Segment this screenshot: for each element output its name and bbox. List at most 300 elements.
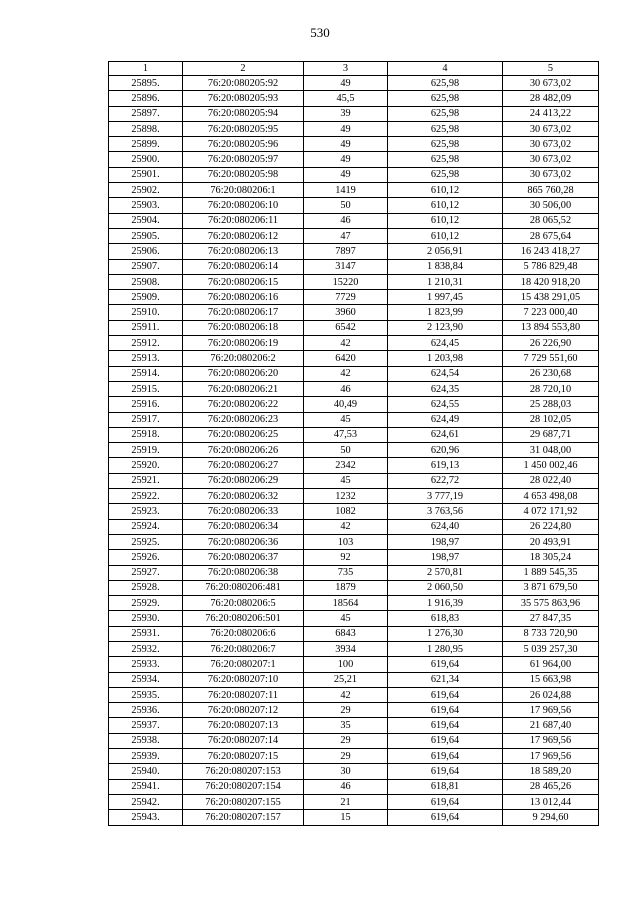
row-number-cell: 25900.	[109, 152, 183, 167]
area-cell: 49	[304, 152, 388, 167]
rate-cell: 624,40	[388, 519, 503, 534]
cadastral-number-cell: 76:20:080205:98	[183, 167, 304, 182]
cadastral-number-cell: 76:20:080207:154	[183, 779, 304, 794]
area-cell: 42	[304, 519, 388, 534]
value-cell: 30 673,02	[503, 121, 599, 136]
table-row	[109, 703, 599, 718]
value-cell: 4 653 498,08	[503, 489, 599, 504]
cadastral-number-cell: 76:20:080206:18	[183, 320, 304, 335]
rate-cell: 625,98	[388, 167, 503, 182]
area-cell: 50	[304, 443, 388, 458]
area-cell: 15220	[304, 274, 388, 289]
value-cell: 28 022,40	[503, 473, 599, 488]
row-number-cell: 25903.	[109, 198, 183, 213]
value-cell: 4 072 171,92	[503, 504, 599, 519]
table-row	[109, 91, 599, 106]
cadastral-number-cell: 76:20:080207:12	[183, 703, 304, 718]
rate-cell: 624,49	[388, 412, 503, 427]
value-cell: 13 012,44	[503, 794, 599, 809]
row-number-cell: 25906.	[109, 244, 183, 259]
table-row	[109, 366, 599, 381]
table-row	[109, 611, 599, 626]
table-row	[109, 687, 599, 702]
area-cell: 6542	[304, 320, 388, 335]
row-number-cell: 25920.	[109, 458, 183, 473]
value-cell: 17 969,56	[503, 703, 599, 718]
table-header-row	[109, 62, 599, 76]
cadastral-number-cell: 76:20:080207:15	[183, 749, 304, 764]
area-cell: 49	[304, 121, 388, 136]
cadastral-number-cell: 76:20:080206:16	[183, 290, 304, 305]
table-row	[109, 718, 599, 733]
area-cell: 3147	[304, 259, 388, 274]
cadastral-number-cell: 76:20:080207:13	[183, 718, 304, 733]
row-number-cell: 25929.	[109, 596, 183, 611]
rate-cell: 625,98	[388, 152, 503, 167]
value-cell: 15 438 291,05	[503, 290, 599, 305]
row-number-cell: 25898.	[109, 121, 183, 136]
area-cell: 1232	[304, 489, 388, 504]
rate-cell: 1 210,31	[388, 274, 503, 289]
table-row	[109, 183, 599, 198]
table-row	[109, 596, 599, 611]
row-number-cell: 25936.	[109, 703, 183, 718]
area-cell: 6420	[304, 351, 388, 366]
rate-cell: 1 276,30	[388, 626, 503, 641]
row-number-cell: 25909.	[109, 290, 183, 305]
row-number-cell: 25907.	[109, 259, 183, 274]
cadastral-number-cell: 76:20:080206:7	[183, 641, 304, 656]
value-cell: 30 673,02	[503, 76, 599, 91]
table-body	[109, 62, 599, 826]
area-cell: 46	[304, 779, 388, 794]
cadastral-number-cell: 76:20:080206:10	[183, 198, 304, 213]
area-cell: 735	[304, 565, 388, 580]
cadastral-number-cell: 76:20:080206:501	[183, 611, 304, 626]
area-cell: 40,49	[304, 397, 388, 412]
row-number-cell: 25902.	[109, 183, 183, 198]
value-cell: 1 450 002,46	[503, 458, 599, 473]
cadastral-number-cell: 76:20:080206:25	[183, 427, 304, 442]
row-number-cell: 25923.	[109, 504, 183, 519]
value-cell: 5 039 257,30	[503, 641, 599, 656]
row-number-cell: 25928.	[109, 580, 183, 595]
row-number-cell: 25927.	[109, 565, 183, 580]
rate-cell: 1 997,45	[388, 290, 503, 305]
row-number-cell: 25937.	[109, 718, 183, 733]
rate-cell: 624,61	[388, 427, 503, 442]
cadastral-number-cell: 76:20:080206:19	[183, 336, 304, 351]
area-cell: 49	[304, 167, 388, 182]
cadastral-number-cell: 76:20:080206:22	[183, 397, 304, 412]
value-cell: 865 760,28	[503, 183, 599, 198]
cadastral-number-cell: 76:20:080207:14	[183, 733, 304, 748]
row-number-cell: 25941.	[109, 779, 183, 794]
cadastral-number-cell: 76:20:080206:23	[183, 412, 304, 427]
cadastral-number-cell: 76:20:080206:17	[183, 305, 304, 320]
value-cell: 8 733 720,90	[503, 626, 599, 641]
area-cell: 7729	[304, 290, 388, 305]
cadastral-number-cell: 76:20:080206:15	[183, 274, 304, 289]
rate-cell: 624,35	[388, 381, 503, 396]
rate-cell: 625,98	[388, 137, 503, 152]
table-row	[109, 427, 599, 442]
cadastral-number-cell: 76:20:080206:20	[183, 366, 304, 381]
rate-cell: 3 777,19	[388, 489, 503, 504]
row-number-cell: 25930.	[109, 611, 183, 626]
value-cell: 31 048,00	[503, 443, 599, 458]
value-cell: 15 663,98	[503, 672, 599, 687]
table-row	[109, 764, 599, 779]
table-row	[109, 534, 599, 549]
row-number-cell: 25939.	[109, 749, 183, 764]
row-number-cell: 25915.	[109, 381, 183, 396]
table-row	[109, 228, 599, 243]
value-cell: 27 847,35	[503, 611, 599, 626]
rate-cell: 624,45	[388, 336, 503, 351]
table-row	[109, 565, 599, 580]
row-number-cell: 25938.	[109, 733, 183, 748]
area-cell: 25,21	[304, 672, 388, 687]
rate-cell: 624,54	[388, 366, 503, 381]
rate-cell: 619,64	[388, 657, 503, 672]
value-cell: 17 969,56	[503, 733, 599, 748]
cadastral-number-cell: 76:20:080205:96	[183, 137, 304, 152]
value-cell: 35 575 863,96	[503, 596, 599, 611]
value-cell: 26 230,68	[503, 366, 599, 381]
cadastral-number-cell: 76:20:080206:32	[183, 489, 304, 504]
value-cell: 28 065,52	[503, 213, 599, 228]
column-header: 5	[503, 62, 599, 76]
cadastral-number-cell: 76:20:080206:12	[183, 228, 304, 243]
row-number-cell: 25901.	[109, 167, 183, 182]
area-cell: 49	[304, 137, 388, 152]
row-number-cell: 25917.	[109, 412, 183, 427]
rate-cell: 619,64	[388, 794, 503, 809]
table-row	[109, 412, 599, 427]
table-row	[109, 489, 599, 504]
rate-cell: 198,97	[388, 534, 503, 549]
value-cell: 24 413,22	[503, 106, 599, 121]
cadastral-number-cell: 76:20:080207:157	[183, 810, 304, 825]
area-cell: 1082	[304, 504, 388, 519]
table-row	[109, 76, 599, 91]
area-cell: 92	[304, 550, 388, 565]
area-cell: 45	[304, 412, 388, 427]
area-cell: 42	[304, 366, 388, 381]
cadastral-number-cell: 76:20:080206:21	[183, 381, 304, 396]
table-row	[109, 749, 599, 764]
row-number-cell: 25921.	[109, 473, 183, 488]
rate-cell: 622,72	[388, 473, 503, 488]
value-cell: 16 243 418,27	[503, 244, 599, 259]
column-header: 2	[183, 62, 304, 76]
rate-cell: 1 916,39	[388, 596, 503, 611]
area-cell: 45,5	[304, 91, 388, 106]
row-number-cell: 25924.	[109, 519, 183, 534]
row-number-cell: 25918.	[109, 427, 183, 442]
page-number: 530	[310, 25, 330, 40]
area-cell: 1419	[304, 183, 388, 198]
rate-cell: 618,81	[388, 779, 503, 794]
rate-cell: 2 123,90	[388, 320, 503, 335]
value-cell: 7 223 000,40	[503, 305, 599, 320]
row-number-cell: 25911.	[109, 320, 183, 335]
table-row	[109, 336, 599, 351]
area-cell: 7897	[304, 244, 388, 259]
rate-cell: 610,12	[388, 198, 503, 213]
area-cell: 45	[304, 473, 388, 488]
row-number-cell: 25931.	[109, 626, 183, 641]
rate-cell: 619,64	[388, 733, 503, 748]
area-cell: 39	[304, 106, 388, 121]
cadastral-number-cell: 76:20:080206:1	[183, 183, 304, 198]
row-number-cell: 25934.	[109, 672, 183, 687]
table-row	[109, 810, 599, 825]
row-number-cell: 25932.	[109, 641, 183, 656]
area-cell: 29	[304, 703, 388, 718]
table-row	[109, 137, 599, 152]
table-row	[109, 657, 599, 672]
cadastral-number-cell: 76:20:080206:11	[183, 213, 304, 228]
cadastral-number-cell: 76:20:080206:26	[183, 443, 304, 458]
rate-cell: 619,64	[388, 687, 503, 702]
cadastral-number-cell: 76:20:080206:29	[183, 473, 304, 488]
rate-cell: 618,83	[388, 611, 503, 626]
column-header: 3	[304, 62, 388, 76]
table-row	[109, 443, 599, 458]
cadastral-number-cell: 76:20:080205:92	[183, 76, 304, 91]
cadastral-number-cell: 76:20:080205:94	[183, 106, 304, 121]
value-cell: 26 226,90	[503, 336, 599, 351]
value-cell: 18 420 918,20	[503, 274, 599, 289]
row-number-cell: 25899.	[109, 137, 183, 152]
table-row	[109, 626, 599, 641]
table-row	[109, 244, 599, 259]
row-number-cell: 25940.	[109, 764, 183, 779]
cadastral-number-cell: 76:20:080206:38	[183, 565, 304, 580]
value-cell: 18 305,24	[503, 550, 599, 565]
area-cell: 1879	[304, 580, 388, 595]
value-cell: 30 673,02	[503, 137, 599, 152]
value-cell: 25 288,03	[503, 397, 599, 412]
row-number-cell: 25904.	[109, 213, 183, 228]
cadastral-number-cell: 76:20:080205:93	[183, 91, 304, 106]
row-number-cell: 25922.	[109, 489, 183, 504]
cadastral-number-cell: 76:20:080206:481	[183, 580, 304, 595]
table-row	[109, 794, 599, 809]
rate-cell: 625,98	[388, 106, 503, 121]
value-cell: 61 964,00	[503, 657, 599, 672]
value-cell: 5 786 829,48	[503, 259, 599, 274]
rate-cell: 610,12	[388, 183, 503, 198]
rate-cell: 1 838,84	[388, 259, 503, 274]
rate-cell: 619,64	[388, 764, 503, 779]
row-number-cell: 25908.	[109, 274, 183, 289]
value-cell: 26 024,88	[503, 687, 599, 702]
value-cell: 26 224,80	[503, 519, 599, 534]
cadastral-number-cell: 76:20:080206:13	[183, 244, 304, 259]
value-cell: 28 482,09	[503, 91, 599, 106]
cadastral-number-cell: 76:20:080206:6	[183, 626, 304, 641]
value-cell: 1 889 545,35	[503, 565, 599, 580]
area-cell: 42	[304, 336, 388, 351]
cadastral-number-cell: 76:20:080207:155	[183, 794, 304, 809]
area-cell: 2342	[304, 458, 388, 473]
cadastral-number-cell: 76:20:080205:97	[183, 152, 304, 167]
table-row	[109, 106, 599, 121]
value-cell: 20 493,91	[503, 534, 599, 549]
table-row	[109, 274, 599, 289]
value-cell: 30 673,02	[503, 152, 599, 167]
value-cell: 28 102,05	[503, 412, 599, 427]
rate-cell: 625,98	[388, 91, 503, 106]
table-row	[109, 473, 599, 488]
table-row	[109, 290, 599, 305]
value-cell: 18 589,20	[503, 764, 599, 779]
area-cell: 100	[304, 657, 388, 672]
rate-cell: 610,12	[388, 213, 503, 228]
row-number-cell: 25935.	[109, 687, 183, 702]
area-cell: 103	[304, 534, 388, 549]
column-header: 4	[388, 62, 503, 76]
table-row	[109, 550, 599, 565]
rate-cell: 625,98	[388, 76, 503, 91]
row-number-cell: 25896.	[109, 91, 183, 106]
cadastral-number-cell: 76:20:080206:2	[183, 351, 304, 366]
area-cell: 45	[304, 611, 388, 626]
row-number-cell: 25905.	[109, 228, 183, 243]
area-cell: 15	[304, 810, 388, 825]
table-row	[109, 672, 599, 687]
rate-cell: 1 203,98	[388, 351, 503, 366]
row-number-cell: 25942.	[109, 794, 183, 809]
table-row	[109, 519, 599, 534]
value-cell: 29 687,71	[503, 427, 599, 442]
row-number-cell: 25912.	[109, 336, 183, 351]
value-cell: 30 673,02	[503, 167, 599, 182]
rate-cell: 1 280,95	[388, 641, 503, 656]
area-cell: 30	[304, 764, 388, 779]
rate-cell: 621,34	[388, 672, 503, 687]
table-row	[109, 152, 599, 167]
cadastral-number-cell: 76:20:080206:34	[183, 519, 304, 534]
area-cell: 42	[304, 687, 388, 702]
table-row	[109, 397, 599, 412]
cadastral-number-cell: 76:20:080206:14	[183, 259, 304, 274]
row-number-cell: 25925.	[109, 534, 183, 549]
row-number-cell: 25913.	[109, 351, 183, 366]
value-cell: 9 294,60	[503, 810, 599, 825]
rate-cell: 619,64	[388, 718, 503, 733]
rate-cell: 620,96	[388, 443, 503, 458]
column-header: 1	[109, 62, 183, 76]
value-cell: 3 871 679,50	[503, 580, 599, 595]
cadastral-number-cell: 76:20:080207:11	[183, 687, 304, 702]
table-row	[109, 733, 599, 748]
table-row	[109, 259, 599, 274]
rate-cell: 2 060,50	[388, 580, 503, 595]
cadastral-table	[108, 61, 599, 826]
area-cell: 3934	[304, 641, 388, 656]
area-cell: 46	[304, 381, 388, 396]
cadastral-number-cell: 76:20:080206:36	[183, 534, 304, 549]
row-number-cell: 25926.	[109, 550, 183, 565]
area-cell: 47	[304, 228, 388, 243]
area-cell: 50	[304, 198, 388, 213]
table-row	[109, 121, 599, 136]
table-row	[109, 458, 599, 473]
area-cell: 29	[304, 733, 388, 748]
row-number-cell: 25897.	[109, 106, 183, 121]
rate-cell: 624,55	[388, 397, 503, 412]
area-cell: 35	[304, 718, 388, 733]
value-cell: 17 969,56	[503, 749, 599, 764]
row-number-cell: 25910.	[109, 305, 183, 320]
table-row	[109, 198, 599, 213]
value-cell: 28 720,10	[503, 381, 599, 396]
row-number-cell: 25943.	[109, 810, 183, 825]
cadastral-number-cell: 76:20:080207:153	[183, 764, 304, 779]
rate-cell: 625,98	[388, 121, 503, 136]
cadastral-number-cell: 76:20:080206:37	[183, 550, 304, 565]
rate-cell: 619,64	[388, 810, 503, 825]
area-cell: 49	[304, 76, 388, 91]
cadastral-number-cell: 76:20:080207:10	[183, 672, 304, 687]
rate-cell: 2 570,81	[388, 565, 503, 580]
table-row	[109, 167, 599, 182]
value-cell: 7 729 551,60	[503, 351, 599, 366]
rate-cell: 610,12	[388, 228, 503, 243]
row-number-cell: 25933.	[109, 657, 183, 672]
value-cell: 21 687,40	[503, 718, 599, 733]
rate-cell: 619,64	[388, 749, 503, 764]
area-cell: 21	[304, 794, 388, 809]
row-number-cell: 25914.	[109, 366, 183, 381]
cadastral-number-cell: 76:20:080207:1	[183, 657, 304, 672]
table-row	[109, 351, 599, 366]
cadastral-number-cell: 76:20:080205:95	[183, 121, 304, 136]
rate-cell: 619,64	[388, 703, 503, 718]
value-cell: 30 506,00	[503, 198, 599, 213]
area-cell: 29	[304, 749, 388, 764]
area-cell: 3960	[304, 305, 388, 320]
value-cell: 13 894 553,80	[503, 320, 599, 335]
area-cell: 6843	[304, 626, 388, 641]
rate-cell: 1 823,99	[388, 305, 503, 320]
rate-cell: 619,13	[388, 458, 503, 473]
table-row	[109, 213, 599, 228]
row-number-cell: 25895.	[109, 76, 183, 91]
table-row	[109, 580, 599, 595]
rate-cell: 198,97	[388, 550, 503, 565]
cadastral-number-cell: 76:20:080206:33	[183, 504, 304, 519]
table-row	[109, 381, 599, 396]
value-cell: 28 465,26	[503, 779, 599, 794]
cadastral-number-cell: 76:20:080206:27	[183, 458, 304, 473]
table-row	[109, 305, 599, 320]
value-cell: 28 675,64	[503, 228, 599, 243]
table-row	[109, 641, 599, 656]
area-cell: 47,53	[304, 427, 388, 442]
table-row	[109, 779, 599, 794]
row-number-cell: 25919.	[109, 443, 183, 458]
rate-cell: 2 056,91	[388, 244, 503, 259]
rate-cell: 3 763,56	[388, 504, 503, 519]
cadastral-number-cell: 76:20:080206:5	[183, 596, 304, 611]
table-row	[109, 504, 599, 519]
area-cell: 46	[304, 213, 388, 228]
